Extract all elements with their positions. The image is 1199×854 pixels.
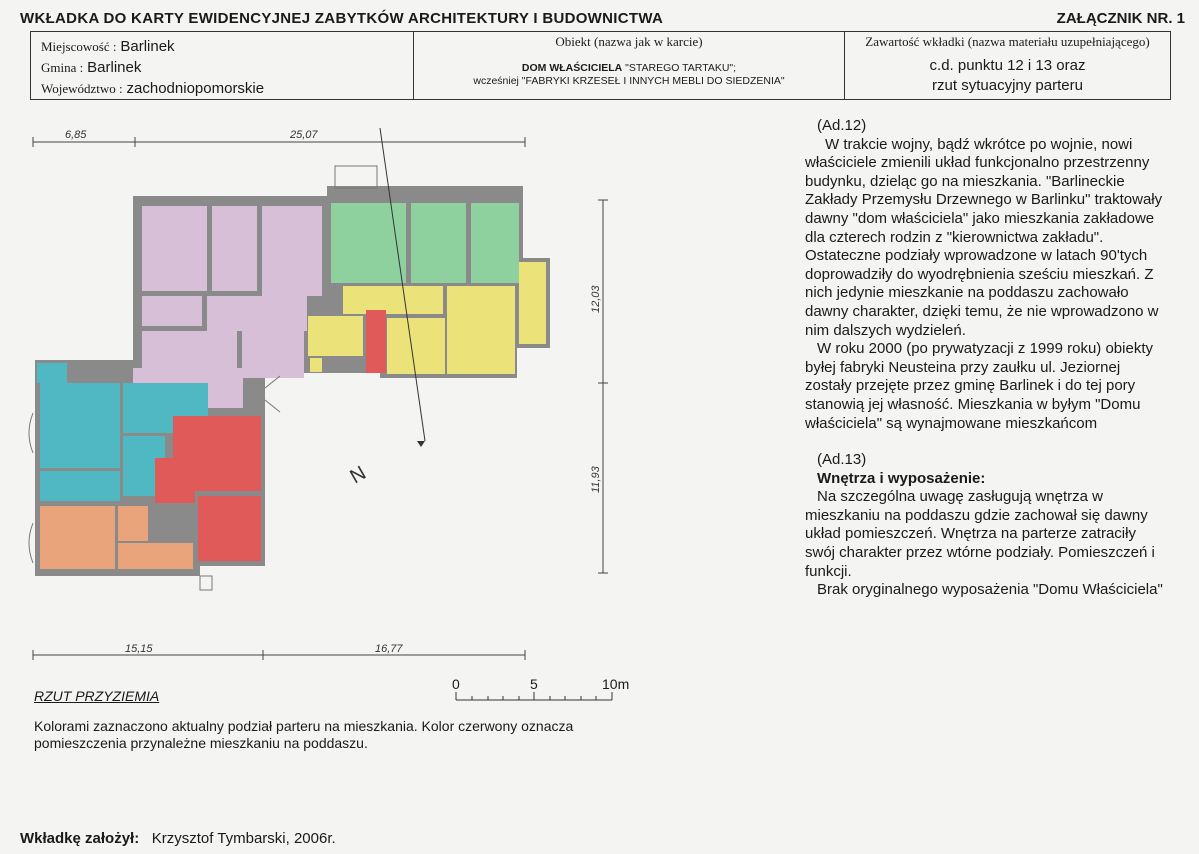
room-purple-7 [242,313,304,378]
ad12-heading: (Ad.12) [817,117,867,134]
dim-bottom [33,650,525,660]
dim-top-left: 6,85 [65,129,87,141]
room-purple-3 [262,206,322,296]
north-label: N [346,462,370,489]
object-cell [414,32,845,99]
dim-top [33,137,525,147]
object-former-name: wcześniej "FABRYKI KRZESEŁ I INNYCH MEBLI DO SIEDZENIA" [473,75,785,87]
paragraph-1: W trakcie wojny, bądź wkrótce po wojnie, nowi właściciele zmienili układ funkcjonalno przestrzenny budynku, dzieląc go na mieszkania. "Barlineckie Zakłady Przemysłu Drzewnego w Barlinku" traktowały dawny "dom właściciela" jako mieszkania zakładowe dla czterech rodzin z "kierownictwa zakładu". Ostateczne podziały wprowadzone w latach 90'tych doprowadziły do wyodrębnienia sześciu mieszkań. Z nich jedynie mieszkanie na poddaszu zachowało dawny charakter, dzięki temu, że nie wprowadzono w nim dalszych wydzieleń. [805,135,1163,339]
location-cell [31,32,414,99]
paragraph-2: W roku 2000 (po prywatyzacji z 1999 roku) obiekty byłej fabryki Neusteina przy zaułku ul. Jeziornej zostały przejęte przez gminę Barlinek i do tej pory stanowią jej własność. Mieszkania w byłym "Domu właściciela" są wynajmowane mieszkańcom [805,340,1153,432]
object-name-rest: "STAREGO TARTAKU"; [622,62,737,74]
room-cyan-5 [37,363,67,383]
ad13-heading: (Ad.13) [817,451,867,469]
room-cyan-4 [40,471,120,501]
dim-bottom-left: 15,15 [125,643,153,655]
room-purple-2 [212,206,257,291]
dim-right-top: 12,03 [590,285,602,313]
commune-row [41,57,403,78]
plan-title: RZUT PRZYZIEMIA [34,688,160,704]
footer-label: Wkładkę założył: [20,830,140,847]
voivodeship-value: zachodniopomorskie [126,80,265,97]
room-yellow-3 [387,318,445,374]
commune-label: Gmina : [41,60,84,75]
contents-value [845,56,1170,96]
room-yellow-6 [310,358,322,372]
room-green-2 [411,203,466,283]
paragraph-3: Na szczególna uwagę zasługują wnętrza w mieszkaniu na poddaszu gdzie zachował się dawny układ pomieszczeń. Wnętrza na parterze zatraciły swój charakter przez wtórne podziały. Pomieszczeń i funkcji. [805,488,1155,580]
room-cyan-1 [40,383,120,468]
town-value: Barlinek [120,38,175,55]
room-yellow-4 [447,286,515,374]
contents-line-2: rzut sytuacyjny parteru [932,77,1083,94]
contents-line-1: c.d. punktu 12 i 13 oraz [929,57,1086,74]
paragraph-4: Brak oryginalnego wyposażenia "Domu Właściciela" [817,581,1163,599]
voivodeship-row [41,78,403,99]
footer-author: Krzysztof Tymbarski, 2006r. [151,830,336,847]
header-table [30,31,1171,100]
description-text [805,117,1165,600]
interiors-heading: Wnętrza i wyposażenie: [817,469,986,487]
room-orange-1 [40,506,115,569]
room-red-3 [198,496,261,561]
town-row [41,36,403,57]
dim-right [598,200,608,573]
object-name-bold: DOM WŁAŚCICIELA [521,62,623,74]
dim-right-bottom: 11,93 [590,466,602,493]
scale-label-5: 5 [530,676,538,692]
room-purple-4 [142,296,202,326]
scale-label-0: 0 [452,676,460,692]
room-green-1 [331,203,406,283]
room-orange-2 [118,506,148,541]
annex-number: ZAŁĄCZNIK NR. 1 [1056,10,1185,27]
object-label: Obiekt (nazwa jak w karcie) [555,34,703,49]
room-yellow-2 [308,316,363,356]
plan-caption: Kolorami zaznaczono aktualny podział parteru na mieszkania. Kolor czerwony oznacza pomieszczenia przynależne mieszkaniu na poddaszu. [34,718,574,751]
floor-plan [25,128,625,683]
room-orange-3 [118,543,193,569]
dim-bottom-right: 16,77 [375,643,403,655]
room-green-3 [471,203,519,283]
room-red-2 [155,458,195,503]
footer [20,830,336,847]
room-red-middle [366,310,386,373]
room-yellow-5 [519,262,546,344]
document-title: WKŁADKA DO KARTY EWIDENCYJNEJ ZABYTKÓW ARCHITEKTURY I BUDOWNICTWA [20,10,664,27]
town-label: Miejscowość : [41,39,117,54]
voivodeship-label: Województwo : [41,81,123,96]
commune-value: Barlinek [87,59,142,76]
scale-ruler [452,690,622,704]
room-purple-1 [142,206,207,291]
contents-label: Zawartość wkładki (nazwa materiału uzupełniającego) [865,34,1150,49]
dim-top-right: 25,07 [290,129,318,141]
contents-cell [845,32,1170,99]
object-name [414,62,844,88]
scale-label-10: 10m [602,676,630,692]
room-yellow-1 [343,286,443,314]
